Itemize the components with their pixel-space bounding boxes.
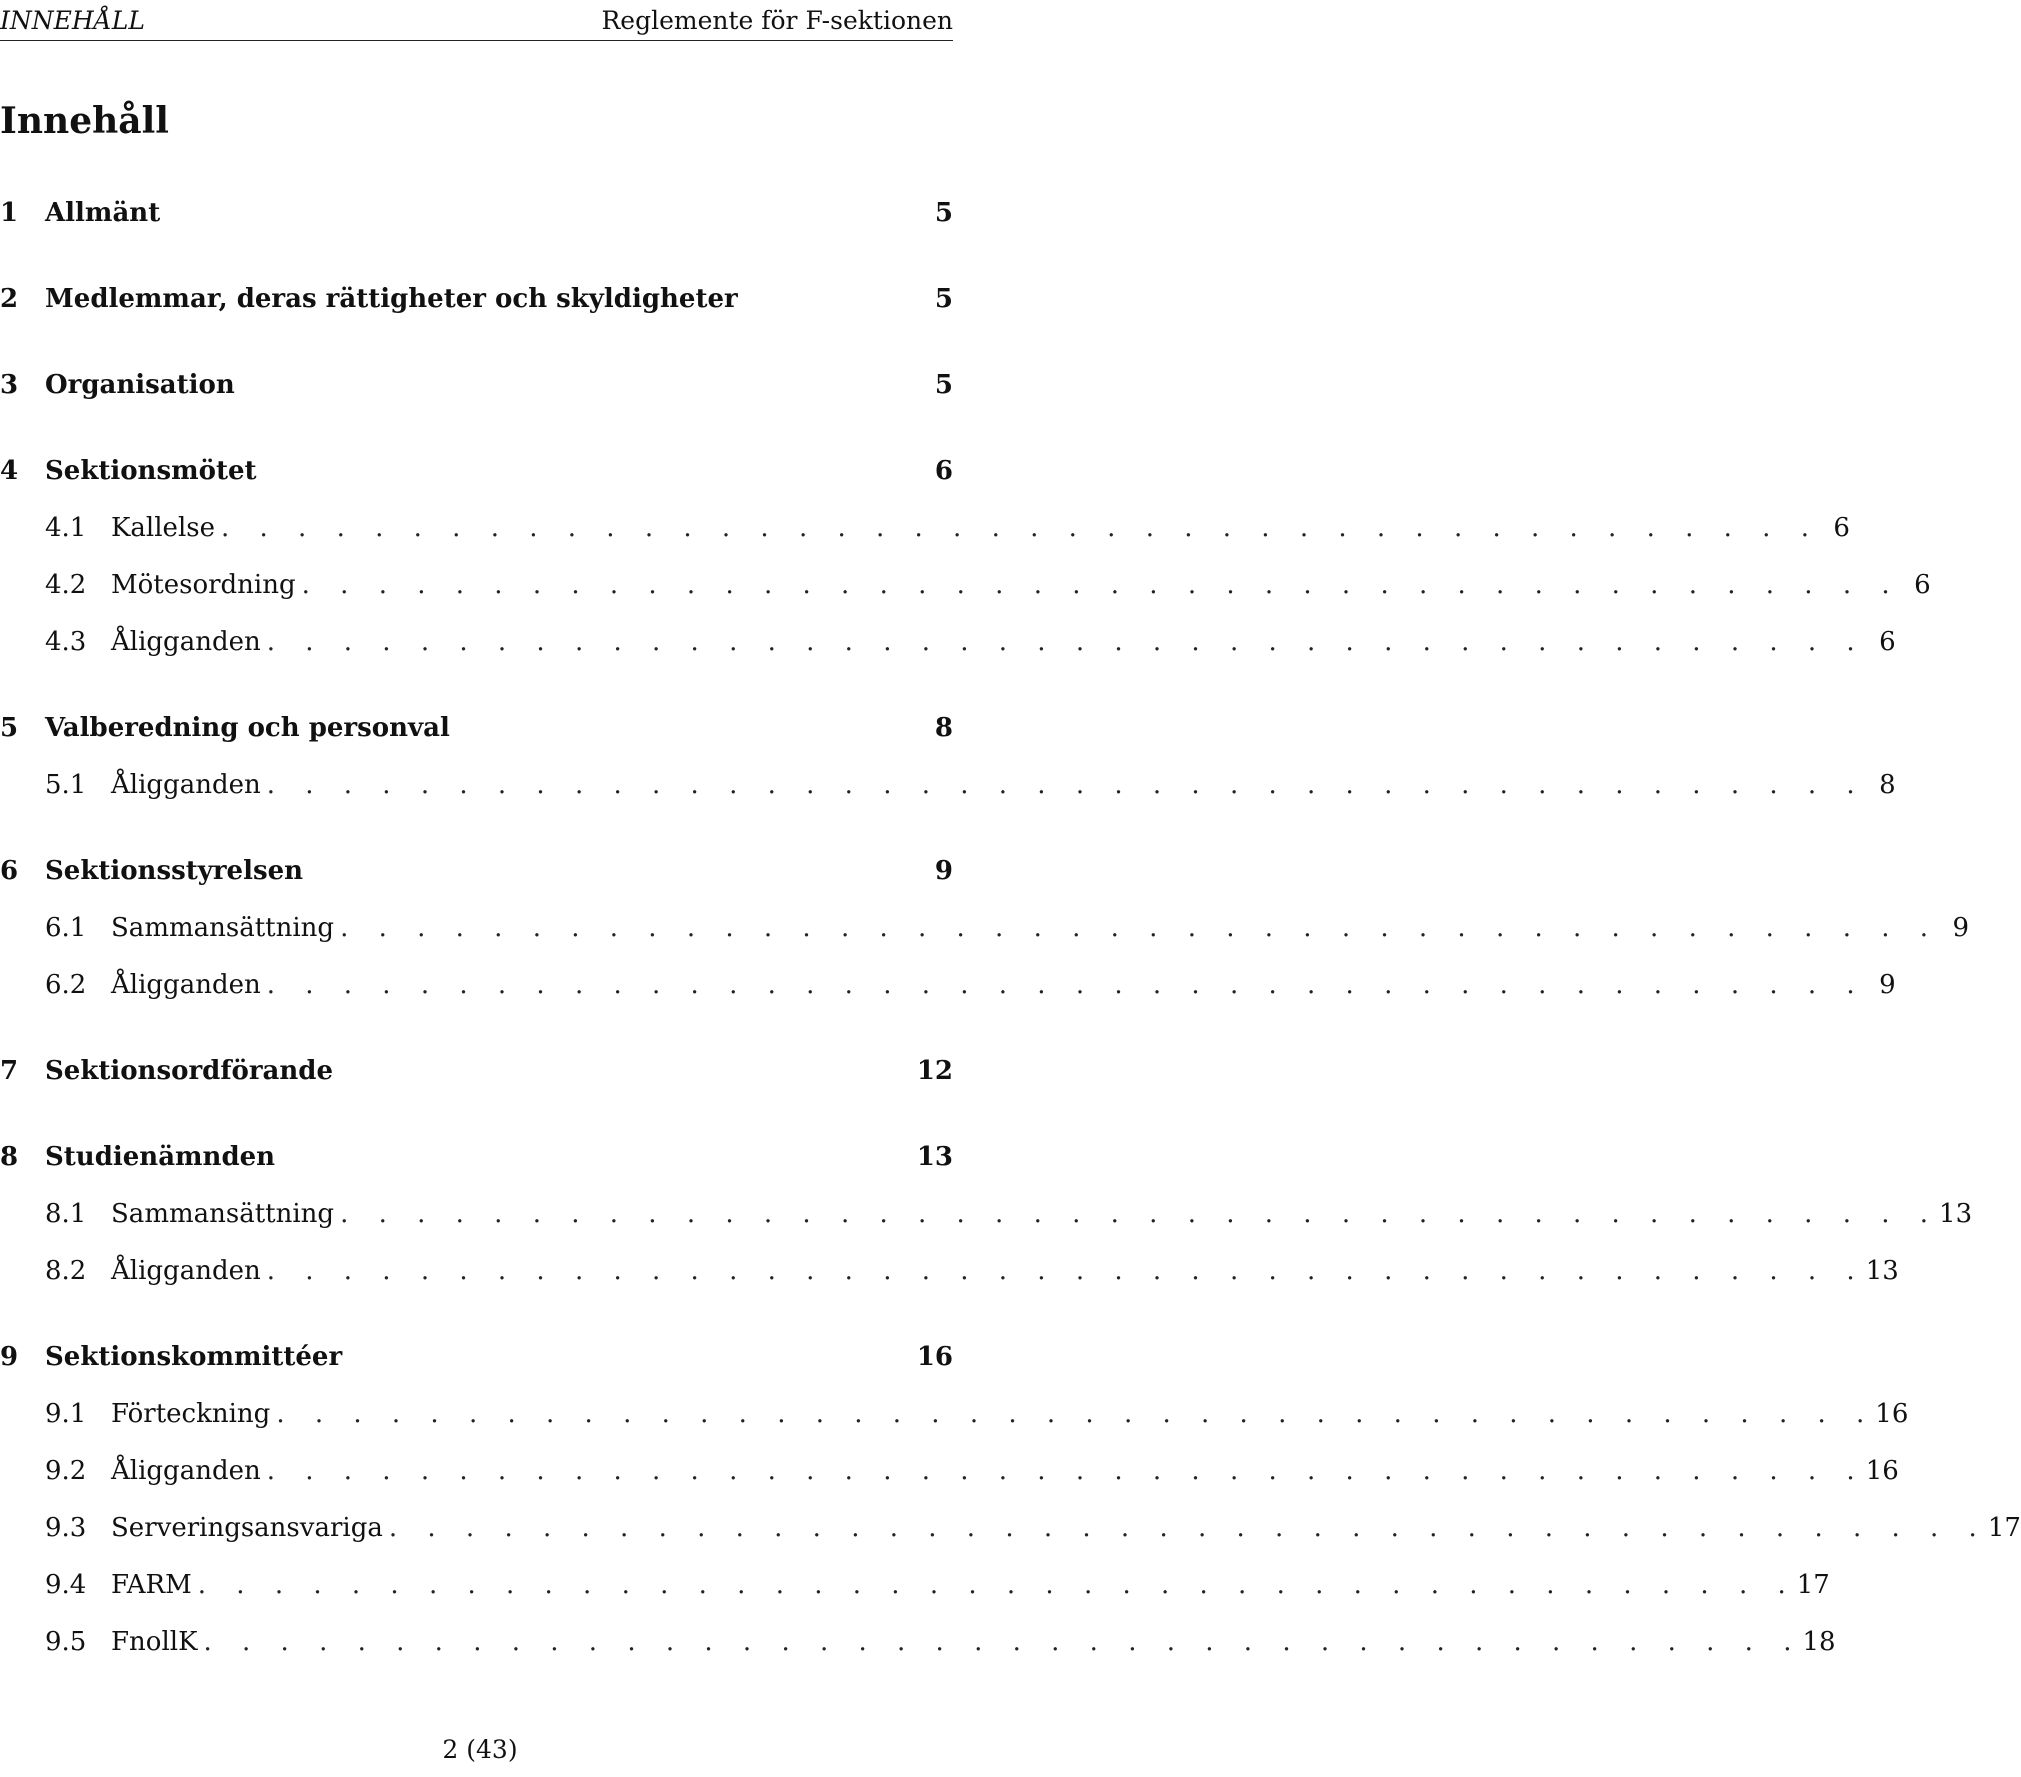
toc-section-entry[interactable] — [0, 1185, 1973, 1242]
toc-entry-page: 6 — [1833, 512, 1850, 543]
running-header — [0, 0, 953, 41]
toc-entry-title[interactable]: Sammansättning — [111, 912, 335, 943]
toc-leader-dots: . . . . . . . . . . . . . . . . . . . . . . . . . . . . . . . . . . . . . . . . . . — [266, 769, 1866, 800]
page-number: 2 (43) — [442, 1735, 518, 1764]
toc-section-entry[interactable] — [0, 613, 1896, 670]
toc-entry-page: 6 — [934, 455, 953, 486]
toc-entry-number: 9.3 — [45, 1512, 87, 1543]
toc-entry-title[interactable]: Sektionsordförande — [45, 1055, 334, 1086]
toc-entry-number: 1 — [0, 197, 19, 228]
toc-section-entry[interactable] — [0, 899, 1970, 956]
toc-leader-dots: . . . . . . . . . . . . . . . . . . . . . . . . . . . . . . . . . . . . . . . . . . — [340, 912, 1940, 943]
table-of-contents — [0, 184, 2021, 1670]
toc-entry-page: 5 — [934, 369, 953, 400]
header-document-title: Reglemente för F-sektionen — [601, 6, 953, 35]
toc-entry-page: 5 — [934, 283, 953, 314]
toc-entry-title[interactable]: Kallelse — [111, 512, 215, 543]
toc-leader-dots: . . . . . . . . . . . . . . . . . . . . . . . . . . . . . . . . . . . . . . . . . . — [266, 1255, 1866, 1286]
toc-title: Innehåll — [0, 100, 169, 142]
toc-entry-number: 9.4 — [45, 1569, 87, 1600]
toc-entry-title[interactable]: Åligganden — [111, 769, 261, 800]
toc-section-entry[interactable] — [0, 1385, 1909, 1442]
toc-entry-number: 3 — [0, 369, 19, 400]
toc-entry-title[interactable]: Serveringsansvariga — [111, 1512, 383, 1543]
toc-chapter-entry[interactable] — [0, 699, 953, 756]
toc-section-entry[interactable] — [0, 1499, 2021, 1556]
toc-entry-title[interactable]: FnollK — [111, 1626, 198, 1657]
toc-leader-dots: . . . . . . . . . . . . . . . . . . . . . . . . . . . . . . . . . . . . . . . . . . — [221, 512, 1820, 543]
toc-entry-number: 4.3 — [45, 626, 87, 657]
toc-chapter-entry[interactable] — [0, 1328, 953, 1385]
toc-entry-number: 6 — [0, 855, 19, 886]
toc-section-entry[interactable] — [0, 756, 1896, 813]
toc-leader-dots: . . . . . . . . . . . . . . . . . . . . . . . . . . . . . . . . . . . . . . . . . . — [276, 1398, 1876, 1429]
toc-entry-page: 16 — [1865, 1455, 1899, 1486]
toc-entry-number: 4.2 — [45, 569, 87, 600]
toc-entry-page: 18 — [1802, 1626, 1836, 1657]
toc-entry-number: 8.1 — [45, 1198, 87, 1229]
toc-entry-title[interactable]: Åligganden — [111, 969, 261, 1000]
toc-entry-page: 13 — [916, 1141, 953, 1172]
toc-entry-number: 4.1 — [45, 512, 87, 543]
toc-entry-title[interactable]: Sektionskommittéer — [45, 1341, 343, 1372]
toc-entry-title[interactable]: Sektionsstyrelsen — [45, 855, 304, 886]
toc-entry-page: 16 — [1875, 1398, 1909, 1429]
toc-leader-dots: . . . . . . . . . . . . . . . . . . . . . . . . . . . . . . . . . . . . . . . . . . — [266, 969, 1866, 1000]
toc-entry-number: 9.5 — [45, 1626, 87, 1657]
toc-entry-page: 13 — [1865, 1255, 1899, 1286]
toc-chapter-entry[interactable] — [0, 442, 953, 499]
toc-entry-page: 16 — [916, 1341, 953, 1372]
toc-entry-title[interactable]: Medlemmar, deras rättigheter och skyldigheter — [45, 283, 738, 314]
toc-leader-dots: . . . . . . . . . . . . . . . . . . . . . . . . . . . . . . . . . . . . . . . . . . — [203, 1626, 1803, 1657]
toc-entry-title[interactable]: Åligganden — [111, 1455, 261, 1486]
header-section-name: INNEHÅLL — [0, 6, 145, 35]
toc-entry-page: 6 — [1879, 626, 1896, 657]
toc-chapter-entry[interactable] — [0, 356, 953, 413]
toc-entry-title[interactable]: Sammansättning — [111, 1198, 335, 1229]
toc-section-entry[interactable] — [0, 1442, 1899, 1499]
toc-leader-dots: . . . . . . . . . . . . . . . . . . . . . . . . . . . . . . . . . . . . . . . . . . — [197, 1569, 1797, 1600]
toc-leader-dots: . . . . . . . . . . . . . . . . . . . . . . . . . . . . . . . . . . . . . . . . . . — [340, 1198, 1940, 1229]
toc-entry-title[interactable]: FARM — [111, 1569, 192, 1600]
toc-entry-number: 2 — [0, 283, 19, 314]
toc-entry-title[interactable]: Mötesordning — [111, 569, 296, 600]
toc-entry-page: 9 — [1879, 969, 1896, 1000]
toc-entry-page: 9 — [934, 855, 953, 886]
toc-leader-dots: . . . . . . . . . . . . . . . . . . . . . . . . . . . . . . . . . . . . . . . . . . — [266, 626, 1866, 657]
toc-entry-number: 7 — [0, 1055, 19, 1086]
toc-entry-number: 9.1 — [45, 1398, 87, 1429]
toc-section-entry[interactable] — [0, 499, 1850, 556]
toc-entry-page: 17 — [1796, 1569, 1830, 1600]
toc-section-entry[interactable] — [0, 1556, 1830, 1613]
toc-entry-page: 13 — [1939, 1198, 1973, 1229]
toc-entry-number: 4 — [0, 455, 19, 486]
toc-chapter-entry[interactable] — [0, 842, 953, 899]
toc-section-entry[interactable] — [0, 556, 1931, 613]
toc-chapter-entry[interactable] — [0, 184, 953, 241]
toc-entry-page: 6 — [1914, 569, 1931, 600]
toc-leader-dots: . . . . . . . . . . . . . . . . . . . . . . . . . . . . . . . . . . . . . . . . . . — [388, 1512, 1988, 1543]
toc-entry-title[interactable]: Allmänt — [45, 197, 161, 228]
toc-chapter-entry[interactable] — [0, 270, 953, 327]
toc-entry-number: 9 — [0, 1341, 19, 1372]
toc-section-entry[interactable] — [0, 956, 1896, 1013]
toc-section-entry[interactable] — [0, 1242, 1899, 1299]
toc-entry-title[interactable]: Sektionsmötet — [45, 455, 257, 486]
toc-entry-number: 6.1 — [45, 912, 87, 943]
toc-entry-page: 12 — [916, 1055, 953, 1086]
toc-chapter-entry[interactable] — [0, 1042, 953, 1099]
toc-entry-number: 6.2 — [45, 969, 87, 1000]
toc-entry-page: 8 — [1879, 769, 1896, 800]
toc-entry-page: 5 — [934, 197, 953, 228]
toc-entry-number: 9.2 — [45, 1455, 87, 1486]
toc-section-entry[interactable] — [0, 1613, 1836, 1670]
toc-entry-page: 8 — [934, 712, 953, 743]
toc-entry-page: 17 — [1987, 1512, 2021, 1543]
toc-entry-title[interactable]: Valberedning och personval — [45, 712, 450, 743]
toc-chapter-entry[interactable] — [0, 1128, 953, 1185]
toc-entry-number: 8.2 — [45, 1255, 87, 1286]
toc-entry-page: 9 — [1952, 912, 1970, 943]
toc-entry-title[interactable]: Studienämnden — [45, 1141, 276, 1172]
toc-entry-number: 8 — [0, 1141, 19, 1172]
toc-entry-title[interactable]: Organisation — [45, 369, 235, 400]
toc-leader-dots: . . . . . . . . . . . . . . . . . . . . . . . . . . . . . . . . . . . . . . . . . . — [266, 1455, 1866, 1486]
toc-entry-number: 5 — [0, 712, 19, 743]
toc-leader-dots: . . . . . . . . . . . . . . . . . . . . . . . . . . . . . . . . . . . . . . . . . . — [301, 569, 1901, 600]
toc-entry-title[interactable]: Åligganden — [111, 1255, 261, 1286]
toc-entry-number: 5.1 — [45, 769, 87, 800]
toc-entry-title[interactable]: Åligganden — [111, 626, 261, 657]
toc-entry-title[interactable]: Förteckning — [111, 1398, 271, 1429]
